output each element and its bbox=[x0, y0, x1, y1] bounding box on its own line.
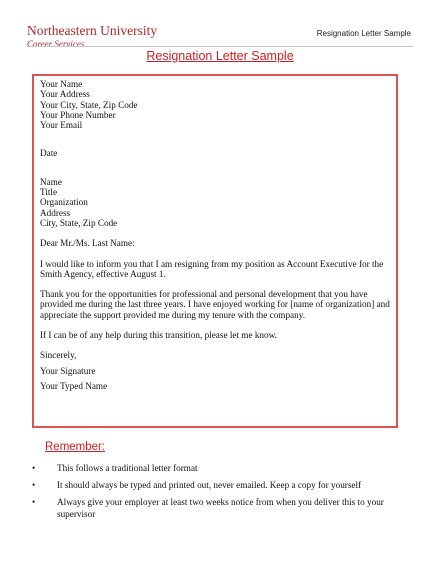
bullet-icon: • bbox=[32, 497, 36, 507]
recipient-city-state-zip: City, State, Zip Code bbox=[40, 217, 118, 228]
list-item-text: This follows a traditional letter format bbox=[57, 463, 198, 473]
bullet-icon: • bbox=[32, 480, 36, 490]
logo-university-name: Northeastern University bbox=[27, 23, 158, 38]
recipient-title: Title bbox=[40, 187, 58, 198]
list-item bbox=[30, 480, 400, 492]
paragraph-thanks: Thank you for the opportunities for professional and personal development that you have provided me during the last three years. I have enjoyed working for [name of organization] and appreciate the support provided me during my tenure with the company. bbox=[40, 289, 390, 320]
header-divider bbox=[27, 46, 413, 47]
signature-line: Your Signature bbox=[40, 365, 96, 376]
remember-heading: Remember: bbox=[45, 441, 106, 453]
list-item bbox=[30, 463, 400, 475]
closing: Sincerely, bbox=[40, 350, 77, 361]
recipient-address-block bbox=[40, 177, 392, 228]
sender-email: Your Email bbox=[40, 120, 83, 131]
page-title: Resignation Letter Sample bbox=[146, 49, 294, 63]
typed-name: Your Typed Name bbox=[40, 380, 108, 391]
remember-list bbox=[30, 463, 400, 526]
letter-body bbox=[40, 79, 392, 391]
recipient-organization: Organization bbox=[40, 197, 88, 208]
logo-career-services: Career Services bbox=[27, 39, 85, 49]
sender-address-block bbox=[40, 79, 392, 130]
list-item-text: It should always be typed and printed out, never emailed. Keep a copy for yourself bbox=[57, 480, 362, 490]
list-item bbox=[30, 497, 400, 520]
sender-address: Your Address bbox=[40, 89, 90, 100]
sender-name: Your Name bbox=[40, 79, 83, 89]
list-item-text: Always give your employer at least two weeks notice from when you deliver this to your supervisor bbox=[57, 497, 384, 519]
letter-date: Date bbox=[40, 148, 58, 159]
sender-city-state-zip: Your City, State, Zip Code bbox=[40, 99, 138, 110]
paragraph-resignation: I would like to inform you that I am resigning from my position as Account Executive for the Smith Agency, effective August 1. bbox=[40, 258, 384, 279]
header-document-title: Resignation Letter Sample bbox=[316, 29, 411, 38]
recipient-name: Name bbox=[40, 176, 62, 187]
salutation: Dear Mr./Ms. Last Name: bbox=[40, 238, 135, 249]
paragraph-help-offer: If I can be of any help during this transition, please let me know. bbox=[40, 330, 277, 341]
bullet-icon: • bbox=[32, 463, 36, 473]
sender-phone: Your Phone Number bbox=[40, 109, 116, 120]
recipient-address: Address bbox=[40, 207, 71, 218]
